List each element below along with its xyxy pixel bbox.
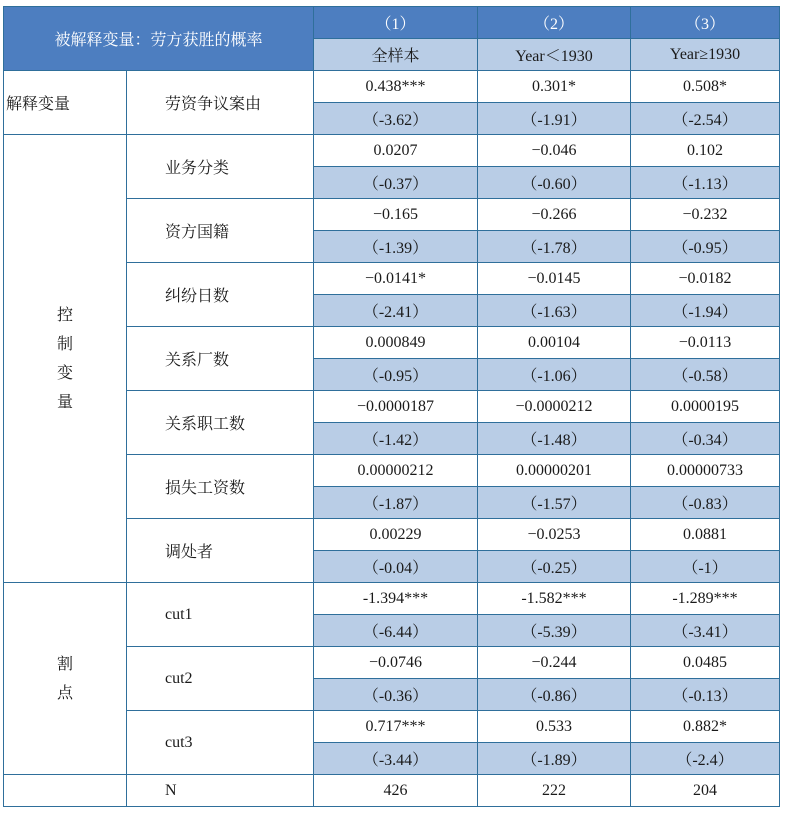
n-cell: 204 xyxy=(631,775,780,807)
variable-name: 损失工资数 xyxy=(127,455,314,519)
t-stat-cell: （-1.48） xyxy=(478,423,631,455)
group-controls xyxy=(4,135,127,583)
variable-name: 调处者 xyxy=(127,519,314,583)
coef-cell: 0.102 xyxy=(631,135,780,167)
coef-cell: 0.717*** xyxy=(314,711,478,743)
group-char: 点 xyxy=(56,684,73,702)
t-stat-cell: （-3.41） xyxy=(631,615,780,647)
sample-label: 全样本 xyxy=(314,39,478,71)
table-row xyxy=(4,583,780,615)
t-stat-cell: （-1.13） xyxy=(631,167,780,199)
t-stat-cell: （-1.78） xyxy=(478,231,631,263)
t-stat-cell: （-0.13） xyxy=(631,679,780,711)
regression-table xyxy=(3,6,780,807)
t-stat-cell: （-0.37） xyxy=(314,167,478,199)
coef-cell: 0.00000212 xyxy=(314,455,478,487)
coef-cell: −0.0746 xyxy=(314,647,478,679)
variable-name: cut1 xyxy=(127,583,314,647)
group-cutpoints xyxy=(4,583,127,775)
model-number: （1） xyxy=(314,7,478,39)
coef-cell: −0.232 xyxy=(631,199,780,231)
table-row-n xyxy=(4,775,780,807)
t-stat-cell: （-1.63） xyxy=(478,295,631,327)
coef-cell: 0.00229 xyxy=(314,519,478,551)
coef-cell: 0.438*** xyxy=(314,71,478,103)
coef-cell: 0.000849 xyxy=(314,327,478,359)
coef-cell: 0.00000201 xyxy=(478,455,631,487)
group-char: 制 xyxy=(56,335,73,353)
t-stat-cell: （-0.36） xyxy=(314,679,478,711)
coef-cell: −0.165 xyxy=(314,199,478,231)
coef-cell: −0.0000187 xyxy=(314,391,478,423)
t-stat-cell: （-2.4） xyxy=(631,743,780,775)
model-number: （2） xyxy=(478,7,631,39)
t-stat-cell: （-0.83） xyxy=(631,487,780,519)
variable-name: 劳资争议案由 xyxy=(127,71,314,135)
coef-cell: −0.0000212 xyxy=(478,391,631,423)
coef-cell: −0.244 xyxy=(478,647,631,679)
dependent-variable-header: 被解释变量：劳方获胜的概率 xyxy=(4,7,314,71)
t-stat-cell: （-0.86） xyxy=(478,679,631,711)
group-char: 量 xyxy=(56,393,73,411)
t-stat-cell: （-1.39） xyxy=(314,231,478,263)
t-stat-cell: （-6.44） xyxy=(314,615,478,647)
coef-cell: −0.0113 xyxy=(631,327,780,359)
group-explanatory: 解释变量 xyxy=(4,71,127,135)
coef-cell: 0.0881 xyxy=(631,519,780,551)
coef-cell: 0.00104 xyxy=(478,327,631,359)
t-stat-cell: （-1.94） xyxy=(631,295,780,327)
t-stat-cell: （-3.62） xyxy=(314,103,478,135)
coef-cell: -1.289*** xyxy=(631,583,780,615)
group-char: 变 xyxy=(56,364,73,382)
t-stat-cell: （-1.89） xyxy=(478,743,631,775)
coef-cell: 0.508* xyxy=(631,71,780,103)
variable-name: 纠纷日数 xyxy=(127,263,314,327)
coef-cell: -1.582*** xyxy=(478,583,631,615)
coef-cell: 0.533 xyxy=(478,711,631,743)
t-stat-cell: （-1） xyxy=(631,551,780,583)
t-stat-cell: （-0.58） xyxy=(631,359,780,391)
coef-cell: −0.0182 xyxy=(631,263,780,295)
sample-label: Year＜1930 xyxy=(478,39,631,71)
t-stat-cell: （-0.60） xyxy=(478,167,631,199)
coef-cell: −0.0253 xyxy=(478,519,631,551)
group-char: 控 xyxy=(56,306,73,324)
sample-label: Year≥1930 xyxy=(631,39,780,71)
variable-name: cut3 xyxy=(127,711,314,775)
variable-name: cut2 xyxy=(127,647,314,711)
table-row xyxy=(4,135,780,167)
coef-cell: −0.266 xyxy=(478,199,631,231)
t-stat-cell: （-0.04） xyxy=(314,551,478,583)
t-stat-cell: （-1.06） xyxy=(478,359,631,391)
t-stat-cell: （-0.25） xyxy=(478,551,631,583)
variable-name: 关系职工数 xyxy=(127,391,314,455)
coef-cell: −0.046 xyxy=(478,135,631,167)
t-stat-cell: （-1.57） xyxy=(478,487,631,519)
group-char: 割 xyxy=(56,655,73,673)
coef-cell: 0.0000195 xyxy=(631,391,780,423)
n-cell: 426 xyxy=(314,775,478,807)
t-stat-cell: （-1.42） xyxy=(314,423,478,455)
coef-cell: 0.00000733 xyxy=(631,455,780,487)
variable-name: 关系厂数 xyxy=(127,327,314,391)
header-row-models xyxy=(4,7,780,39)
model-number: （3） xyxy=(631,7,780,39)
coef-cell: 0.0485 xyxy=(631,647,780,679)
coef-cell: −0.0145 xyxy=(478,263,631,295)
coef-cell: -1.394*** xyxy=(314,583,478,615)
coef-cell: −0.0141* xyxy=(314,263,478,295)
t-stat-cell: （-1.87） xyxy=(314,487,478,519)
t-stat-cell: （-2.54） xyxy=(631,103,780,135)
variable-name: N xyxy=(127,775,314,807)
t-stat-cell: （-0.95） xyxy=(631,231,780,263)
variable-name: 资方国籍 xyxy=(127,199,314,263)
t-stat-cell: （-0.95） xyxy=(314,359,478,391)
coef-cell: 0.882* xyxy=(631,711,780,743)
n-cell: 222 xyxy=(478,775,631,807)
coef-cell: 0.0207 xyxy=(314,135,478,167)
t-stat-cell: （-3.44） xyxy=(314,743,478,775)
t-stat-cell: （-0.34） xyxy=(631,423,780,455)
t-stat-cell: （-1.91） xyxy=(478,103,631,135)
t-stat-cell: （-2.41） xyxy=(314,295,478,327)
t-stat-cell: （-5.39） xyxy=(478,615,631,647)
empty-cell xyxy=(4,775,127,807)
table-row xyxy=(4,71,780,103)
variable-name: 业务分类 xyxy=(127,135,314,199)
coef-cell: 0.301* xyxy=(478,71,631,103)
